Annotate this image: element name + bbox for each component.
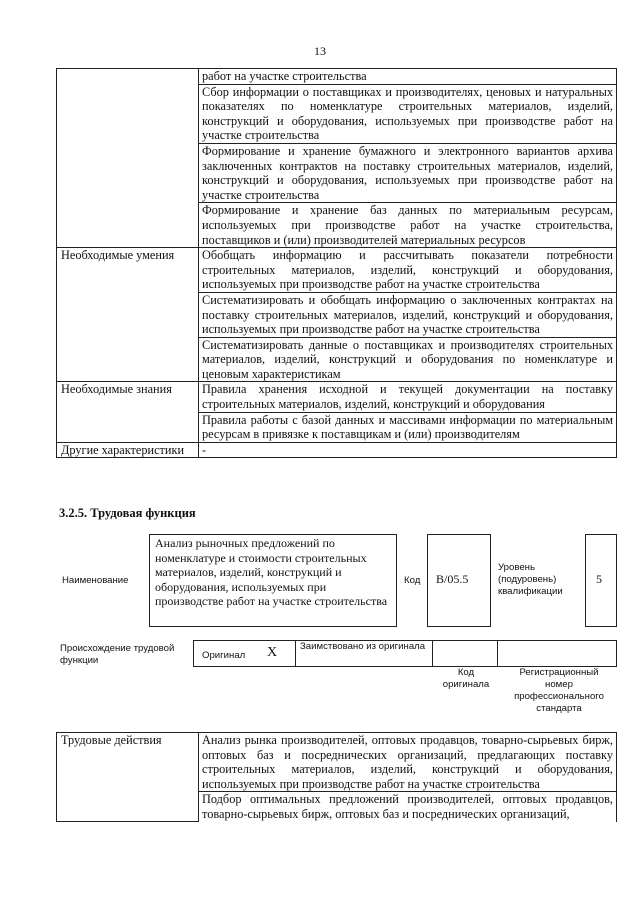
table-cell: Систематизировать и обобщать информацию о заключенных контрактах на поставку строительных материалов, изделий, конструкций и оборудования, используемых при производстве работ на участке строительства: [199, 292, 617, 337]
table-cell: Анализ рынка производителей, оптовых продавцов, товарно-сырьевых бирж, оптовых баз и посреднических организаций, предлагающих поставку строительных материалов, изделий, конструкций и оборудования, используемых при производстве работ на участке строительства: [199, 733, 617, 792]
original-mark: X: [267, 645, 278, 660]
code-original-caption: Код оригинала: [442, 667, 490, 690]
table-row: [57, 733, 617, 792]
original-label: Оригинал: [202, 650, 246, 661]
registration-caption: Регистрационный номер профессионального стандарта: [514, 667, 604, 714]
actions-table: [56, 732, 617, 822]
table-cell: Правила работы с базой данных и массивами информации по материальным ресурсам в привязке к поставщикам и (или) производителям: [199, 412, 617, 442]
row-label-skills: Необходимые умения: [57, 248, 199, 382]
table-row: [57, 382, 617, 412]
borrowed-label: Заимствовано из оригинала: [300, 641, 426, 652]
row-label-actions: Трудовые действия: [57, 733, 199, 822]
table-cell: Обобщать информацию и рассчитывать показатели потребности строительных материалов, изделий, конструкций и оборудования, используемых при производстве работ на участке строительства: [199, 248, 617, 293]
table-cell: Подбор оптимальных предложений производителей, оптовых продавцов, товарно-сырьевых бирж, оптовых баз и посреднических организаций,: [199, 792, 617, 822]
row-label-other: Другие характеристики: [57, 442, 199, 458]
table-row: [57, 442, 617, 458]
table-cell: Формирование и хранение бумажного и электронного вариантов архива заключенных контрактов на поставку строительных материалов, изделий, конструкций и оборудования, используемых при производстве работ на участке строительства: [199, 143, 617, 202]
code-value: В/05.5: [436, 572, 469, 586]
section-title: 3.2.5. Трудовая функция: [59, 506, 196, 520]
name-value: Анализ рыночных предложений по номенклатуре и стоимости строительных материалов, изделий, конструкций и оборудования, используемых при производстве работ на участке строительства: [155, 536, 388, 609]
table-row: [57, 248, 617, 293]
table-row: [57, 69, 617, 85]
name-label: Наименование: [62, 575, 129, 586]
row-label-knowledge: Необходимые знания: [57, 382, 199, 442]
table-cell: работ на участке строительства: [199, 69, 617, 85]
table-cell: Правила хранения исходной и текущей документации на поставку строительных материалов, изделий, конструкций и оборудования: [199, 382, 617, 412]
table-cell: Систематизировать данные о поставщиках и производителях строительных материалов, изделий, конструкций и оборудования по номенклатуре и ценовым характеристикам: [199, 337, 617, 382]
page-number: 13: [314, 44, 326, 58]
level-value: 5: [596, 572, 602, 586]
table-cell: Формирование и хранение баз данных по материальным ресурсам, используемых при производстве работ на участке строительства, поставщиков и (или) производителей материальных ресурсов: [199, 203, 617, 248]
origin-label: Происхождение трудовой функции: [60, 643, 175, 666]
competency-table: [56, 68, 617, 458]
level-label: Уровень (подуровень) квалификации: [498, 562, 563, 597]
row-label: [57, 69, 199, 248]
table-cell: Сбор информации о поставщиках и производителях, ценовых и натуральных показателях по номенклатуре строительных материалов, изделий, конструкций и оборудования, используемых при производстве работ на участке строительства: [199, 84, 617, 143]
table-cell: -: [199, 442, 617, 458]
code-label: Код: [404, 575, 421, 586]
